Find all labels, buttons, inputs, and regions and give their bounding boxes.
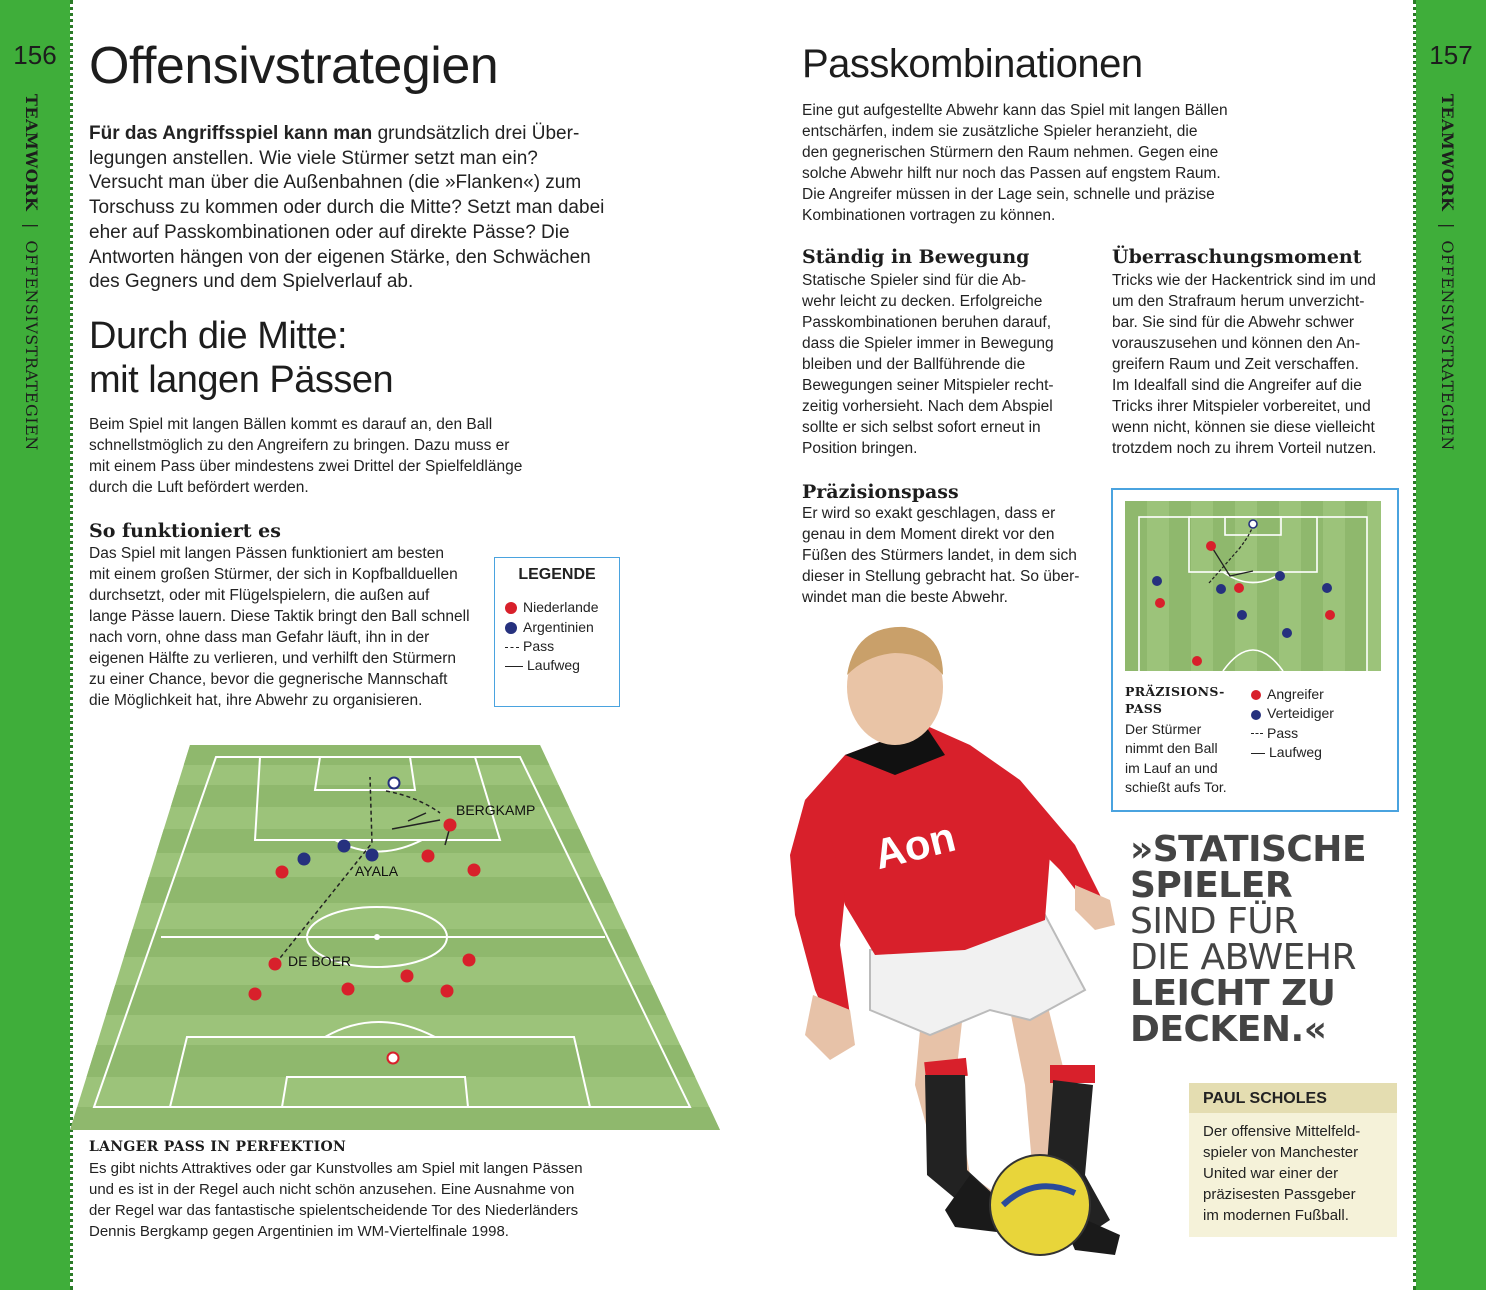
red-dot-icon [505, 602, 517, 614]
heading-surprise: Überraschungsmoment [1112, 246, 1362, 268]
solid-line-icon [505, 666, 523, 667]
mini-desc-line: Der Stürmer [1125, 721, 1202, 737]
player-dot [1282, 628, 1292, 638]
intro-line: eher auf Passkombinationen oder auf direkte Pässe? Die [89, 221, 570, 243]
para-line: Beim Spiel mit langen Bällen kommt es darauf an, den Ball [89, 416, 493, 433]
mini-legend-label: Angreifer [1267, 686, 1324, 702]
col2-line: wenn nicht, können sie diese vielleicht [1112, 419, 1375, 436]
how-heading: So funktioniert es [89, 520, 281, 542]
side-separator-right: | [1438, 222, 1457, 229]
how-line: Das Spiel mit langen Pässen funktioniert am besten [89, 545, 444, 562]
player-dot [298, 853, 311, 866]
legend-label: Argentinien [523, 619, 594, 635]
scholes-line: United war einer der [1203, 1165, 1339, 1182]
legend-netherlands [505, 599, 599, 615]
run-arrow [408, 813, 426, 821]
col1-line: Position bringen. [802, 440, 918, 457]
col2-line: greifern Raum und Zeit verschaffen. [1112, 356, 1359, 373]
legend-run [505, 657, 580, 673]
player-dot [422, 850, 435, 863]
heading-movement: Ständig in Bewegung [802, 246, 1030, 268]
intro-line: solche Abwehr hilft nur noch das Passen auf engstem Raum. [802, 165, 1221, 182]
label-deboer: DE BOER [288, 953, 352, 969]
intro-line: Die Angreifer müssen in der Lage sein, schnelle und präzise [802, 186, 1215, 203]
scholes-line: Der offensive Mittelfeld- [1203, 1123, 1361, 1140]
player-dot [1234, 583, 1244, 593]
scholes-title: PAUL SCHOLES [1203, 1090, 1327, 1107]
label-ayala: AYALA [355, 863, 399, 879]
legend-label: Pass [523, 638, 555, 654]
mini-legend-label: Verteidiger [1267, 705, 1334, 722]
quote-line: SPIELER [1130, 865, 1293, 906]
mini-legend-label: Pass [1267, 724, 1299, 741]
player-dot [444, 819, 457, 832]
how-line: nach vorn, ohne dass man Gefahr läuft, ihn in der [89, 629, 430, 646]
col2-line: Tricks wie der Hackentrick sind im und [1112, 272, 1376, 289]
col2-line: bar. Sie sind für die Abwehr schwer [1112, 314, 1355, 331]
player-illustration [775, 615, 1120, 1265]
prec-line: Füßen des Stürmers landet, in dem sich [802, 547, 1077, 564]
intro-line: den gegnerischen Stürmern den Raum nehmen. Gegen eine [802, 144, 1219, 161]
col1-line: Statische Spieler sind für die Ab- [802, 272, 1027, 289]
para-line: durch die Luft befördert werden. [89, 479, 309, 496]
legend-argentina [505, 619, 594, 635]
side-topic-right: OFFENSIVSTRATEGIEN [1438, 240, 1457, 451]
col2-line: trotzdem noch zu ihrem Vorteil nutzen. [1112, 440, 1377, 457]
run-arrow [392, 820, 440, 829]
argentina-players [298, 840, 379, 866]
player-dot [1275, 571, 1285, 581]
player-dot [1216, 584, 1226, 594]
quote-line: LEICHT ZU [1130, 973, 1336, 1014]
caption-line: Dennis Bergkamp gegen Argentinien im WM-Viertelfinale 1998. [89, 1223, 509, 1240]
player-dot [1152, 576, 1162, 586]
mini-legend-label: Laufweg [1269, 743, 1322, 760]
long-pass-paragraph [89, 414, 549, 498]
prec-line: genau in dem Moment direkt vor den [802, 526, 1055, 543]
caption-line: der Regel war das fantastische spielentscheidende Tor des Niederländers [89, 1202, 579, 1219]
how-line: lange Pässe lauern. Diese Taktik bringt den Ball schnell [89, 608, 470, 625]
how-line: zu einer Chance, bevor die gegnerische Mannschaft [89, 671, 448, 688]
col1-line: bleiben und der Ballführende die [802, 356, 1026, 373]
player-dot [441, 985, 454, 998]
legend-title: LEGENDE [518, 566, 596, 583]
pass-arrow [386, 791, 440, 813]
player-dot [401, 970, 414, 983]
intro-line: Versucht man über die Außenbahnen (die »Flanken«) zum [89, 172, 582, 194]
scholes-line: präzisesten Passgeber [1203, 1186, 1356, 1203]
col2-line: Im Idealfall sind die Angreifer auf die [1112, 377, 1362, 394]
side-section-right: TEAMWORK [1438, 94, 1457, 212]
how-line: mit einem großen Stürmer, der sich in Kopfballduellen [89, 566, 458, 583]
legend-box [494, 557, 620, 707]
intro-line: des Gegners und dem Spielverlauf ab. [89, 271, 414, 293]
caption-paragraph-left [89, 1158, 629, 1242]
page-title-left: Offensivstrategien [89, 37, 499, 95]
player-dot [249, 988, 262, 1001]
mini-pitch [1125, 501, 1381, 671]
mini-legend [1251, 685, 1334, 762]
argentina-keeper [389, 778, 400, 789]
subtitle-left [89, 314, 393, 402]
player-dot [1325, 610, 1335, 620]
intro-line: legungen anstellen. Wie viele Stürmer setzt man ein? [89, 147, 538, 169]
precision-paragraph [802, 503, 1092, 608]
player-dot [1155, 598, 1165, 608]
caption-line: und es ist in der Regel auch nicht schön anzusehen. Eine Ausnahme von [89, 1181, 575, 1198]
mini-legend-attacker [1251, 685, 1334, 704]
quote-line: »STATISCHE [1130, 829, 1367, 870]
quote-line: DECKEN.« [1130, 1009, 1327, 1050]
mini-goalkeeper [1249, 520, 1257, 528]
player-dot [1206, 541, 1216, 551]
page-title-right: Passkombinationen [802, 42, 1143, 86]
heading-precision: Präzisionspass [802, 481, 959, 503]
player-dot [342, 983, 355, 996]
intro-paragraph-right [802, 100, 1282, 226]
col1-line: Passkombinationen beruhen darauf, [802, 314, 1052, 331]
side-label-right [1438, 94, 1457, 451]
col1-line: wehr leicht zu decken. Erfolgreiche [802, 293, 1043, 310]
solid-line-icon [1251, 753, 1265, 754]
side-topic-left: OFFENSIVSTRATEGIEN [22, 240, 41, 451]
scholes-text [1203, 1121, 1388, 1226]
para-line: mit einem Pass über mindestens zwei Drittel der Spielfeldlänge [89, 458, 523, 475]
mini-heading [1125, 683, 1225, 717]
pull-quote [1130, 829, 1367, 1050]
how-paragraph [89, 543, 489, 711]
left-side-bar [0, 0, 70, 1290]
shirt-sponsor: Aon [869, 812, 961, 879]
blue-dot-icon [505, 622, 517, 634]
prec-line: Er wird so exakt geschlagen, dass er [802, 505, 1056, 522]
right-sock-band [1050, 1065, 1095, 1083]
mini-desc-line: nimmt den Ball [1125, 740, 1218, 757]
intro-line: grundsätzlich drei Über- [372, 123, 580, 144]
intro-line: Eine gut aufgestellte Abwehr kann das Spiel mit langen Bällen [802, 102, 1228, 119]
mini-description [1125, 720, 1227, 797]
mini-desc-line: im Lauf an und [1125, 759, 1218, 776]
caption-line: Es gibt nichts Attraktives oder gar Kunstvolles am Spiel mit langen Pässen [89, 1160, 583, 1177]
intro-paragraph-left [89, 122, 619, 295]
dashed-line-icon [505, 647, 519, 648]
scholes-line: im modernen Fußball. [1203, 1207, 1349, 1224]
player-dot [269, 958, 282, 971]
col1-line: zeitig vorhersieht. Nach dem Abspiel [802, 398, 1053, 415]
col2-line: um den Strafraum herum unverzicht- [1112, 293, 1365, 310]
side-section-left: TEAMWORK [22, 94, 41, 212]
prec-line: dieser in Stellung gebracht hat. So über- [802, 568, 1080, 585]
page-number-right: 157 [1429, 40, 1473, 70]
col1-line: Bewegungen seiner Mitspieler recht- [802, 377, 1054, 394]
player-dot [1192, 656, 1202, 666]
legend-label: Niederlande [523, 599, 599, 615]
quote-line: SIND FÜR [1130, 901, 1298, 942]
netherlands-keeper [388, 1053, 399, 1064]
right-side-bar [1416, 0, 1486, 1290]
player-dot [463, 954, 476, 967]
dashed-line-icon [1251, 733, 1263, 734]
player-dot [468, 864, 481, 877]
intro-line: entschärfen, indem sie zusätzliche Spieler heranzieht, die [802, 123, 1198, 140]
intro-line: Kombinationen vortragen zu können. [802, 207, 1056, 224]
precision-pass-box [1111, 488, 1399, 812]
paul-scholes-box [1189, 1083, 1397, 1237]
col1-line: dass die Spieler immer in Bewegung [802, 335, 1054, 352]
col2-line: Tricks ihrer Mitspieler vorbereitet, und [1112, 398, 1371, 415]
surprise-paragraph [1112, 270, 1407, 459]
subtitle-line: Durch die Mitte: [89, 315, 348, 357]
mini-heading-line: PASS [1125, 701, 1163, 716]
page-number-left: 156 [13, 40, 57, 70]
quote-line: DIE ABWEHR [1130, 937, 1356, 978]
legend-pass [505, 638, 554, 654]
blue-dot-icon [1251, 710, 1261, 720]
col1-line: sollte er sich selbst sofort erneut in [802, 419, 1041, 436]
prec-line: windet man die beste Abwehr. [802, 589, 1008, 606]
player-dot [338, 840, 351, 853]
subtitle-line: mit langen Pässen [89, 359, 394, 401]
pitch-players [70, 745, 720, 1130]
movement-paragraph [802, 270, 1092, 459]
netherlands-players [249, 819, 481, 1001]
how-line: eigenen Hälfte zu verlieren, und verhilft den Stürmern [89, 650, 457, 667]
col2-line: vorauszusehen und können den An- [1112, 335, 1361, 352]
how-line: durchsetzt, oder mit Flügelspielern, die außen auf [89, 587, 430, 604]
player-dot [1237, 610, 1247, 620]
mini-legend-defender [1251, 704, 1334, 723]
intro-bold: Für das Angriffsspiel kann man [89, 123, 373, 144]
scholes-title-bar [1189, 1083, 1397, 1113]
para-line: schnellstmöglich zu den Angreifern zu bringen. Dazu muss er [89, 437, 510, 454]
legend-label: Laufweg [527, 657, 580, 673]
player-dot [276, 866, 289, 879]
scholes-line: spieler von Manchester [1203, 1144, 1359, 1161]
how-line: die Möglichkeit hat, ihre Abwehr zu organisieren. [89, 692, 423, 709]
mini-legend-pass [1251, 724, 1334, 743]
intro-line: Torschuss zu kommen oder durch die Mitte? Setzt man dabei [89, 197, 605, 219]
red-dot-icon [1251, 690, 1261, 700]
mini-heading-line: PRÄZISIONS- [1125, 684, 1225, 699]
side-separator-left: | [22, 222, 41, 229]
dotted-border-right [1413, 0, 1416, 1290]
mini-desc-line: schießt aufs Tor. [1125, 778, 1227, 795]
side-label-left [22, 94, 41, 451]
mini-legend-run [1251, 743, 1334, 762]
caption-heading-left: LANGER PASS IN PERFEKTION [89, 1139, 347, 1155]
intro-line: Antworten hängen von der eigenen Stärke, den Schwächen [89, 246, 591, 268]
player-dot [1322, 583, 1332, 593]
label-bergkamp: BERGKAMP [456, 802, 536, 818]
player-dot [366, 849, 379, 862]
